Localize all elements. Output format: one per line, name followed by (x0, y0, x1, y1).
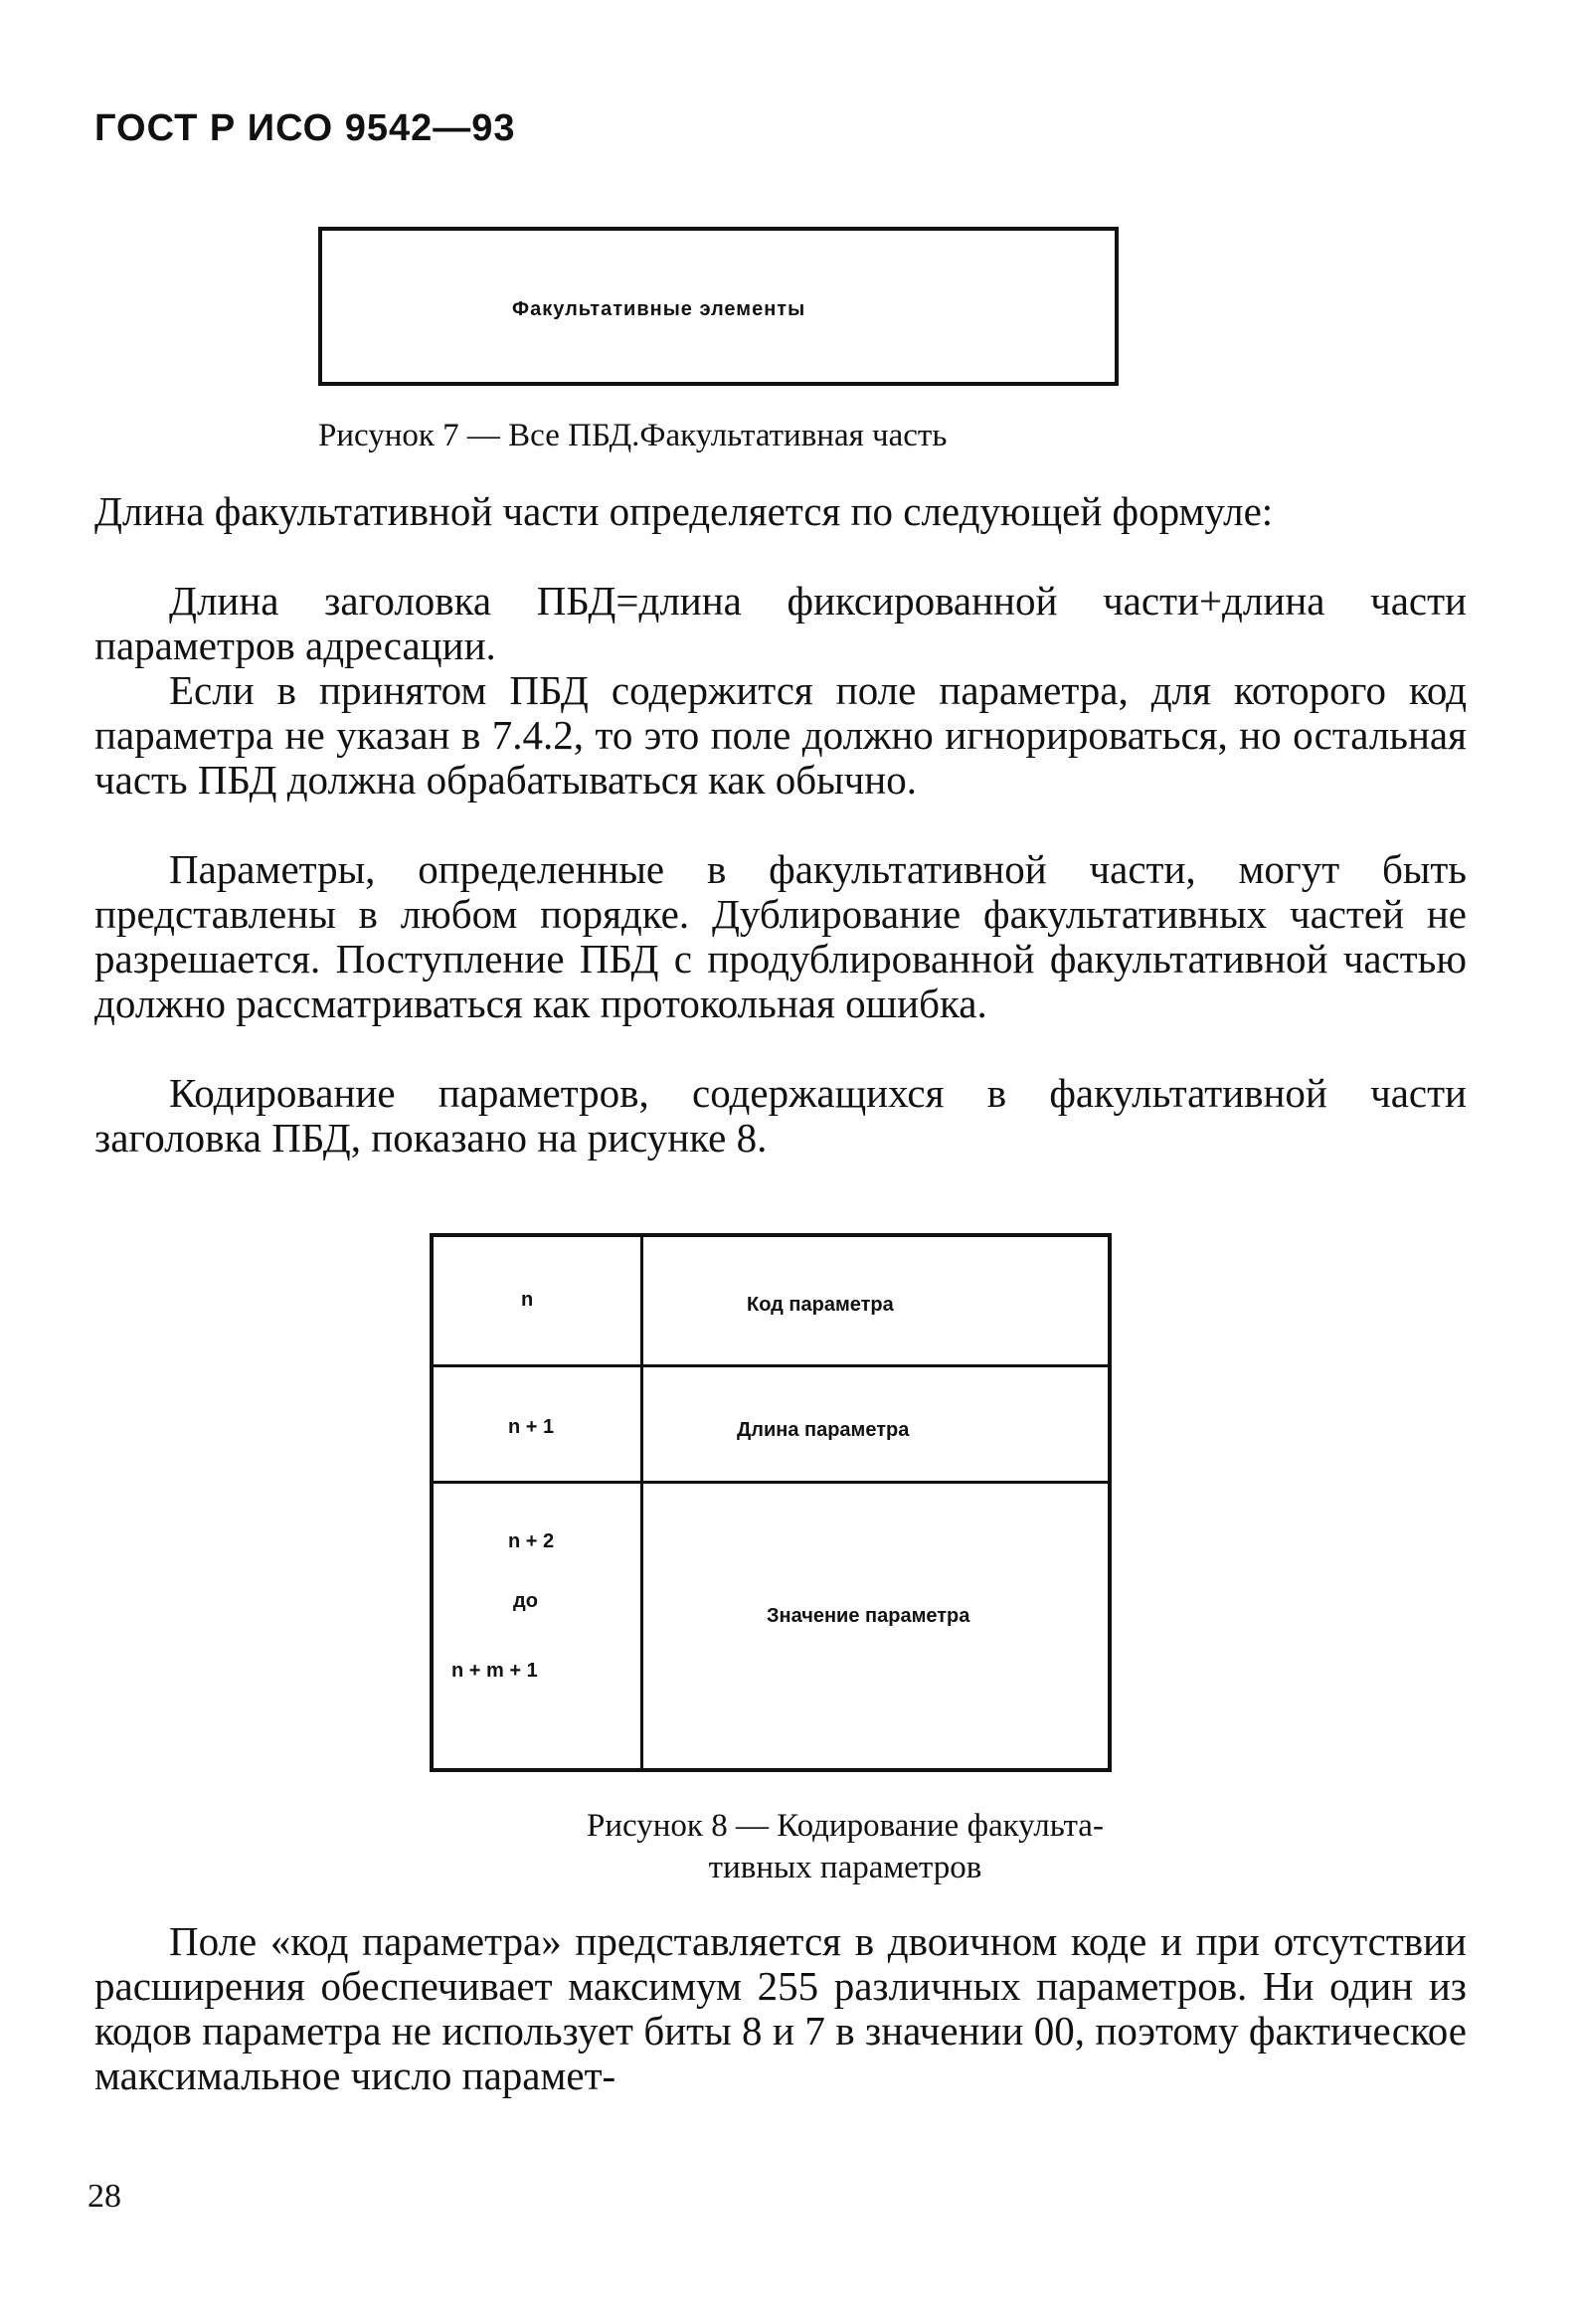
paragraph-length-formula: Длина факультативной части определяется по следующей формуле: (94, 488, 1274, 534)
octet-n: n (521, 1289, 534, 1311)
document-header: ГОСТ Р ИСО 9542—93 (94, 107, 516, 149)
column-divider (640, 1237, 643, 1768)
paragraph-coding-reference: Кодирование параметров, содержащихся в факультативной части заголовка ПБД, показано на рисунке 8. (94, 1070, 1467, 1161)
octet-to: до (513, 1590, 538, 1612)
paragraph-parameter-code: Поле «код параметра» представляется в двоичном коде и при отсутствии расширения обеспечивает максимум 255 различных параметров. Ни один из кодов параметра не использует биты 8 и 7 в значении 00, поэтому фактическое максимальное число парамет- (94, 1918, 1467, 2098)
octet-n-plus-2: n + 2 (508, 1530, 555, 1552)
figure-8-caption-line-1: Рисунок 8 — Кодирование факульта- (587, 1808, 1104, 1844)
parameter-code-field: Код параметра (747, 1294, 894, 1316)
row-divider (434, 1364, 1108, 1367)
figure-7-caption: Рисунок 7 — Все ПБД.Факультативная часть (318, 418, 948, 453)
figure-8-caption (438, 1805, 1253, 1888)
parameter-length-field: Длина параметра (737, 1419, 910, 1441)
paragraph-header-length: Длина заголовка ПБД=длина фиксированной части+длина части параметров адресации. (94, 578, 1467, 668)
octet-n-plus-m-plus-1: n + m + 1 (451, 1660, 538, 1682)
optional-elements-label: Факультативные элементы (512, 298, 806, 320)
parameter-coding-figure (430, 1233, 1112, 1772)
octet-n-plus-1: n + 1 (508, 1416, 555, 1438)
row-divider (434, 1481, 1108, 1484)
paragraph-unknown-parameter: Если в принятом ПБД содержится поле параметра, для которого код параметра не указан в 7.4.2, то это поле должно игнорироваться, но остальная часть ПБД должна обрабатываться как обычно. (94, 667, 1467, 803)
page-number: 28 (88, 2178, 121, 2215)
figure-8-caption-line-2: тивных параметров (708, 1850, 982, 1885)
parameter-value-field: Значение параметра (767, 1605, 970, 1627)
paragraph-parameter-order: Параметры, определенные в факультативной части, могут быть представлены в любом порядке. Дублирование факультативных частей не разрешается. Поступление ПБД с продублированной факультативной частью должно рассматриваться как протокольная ошибка. (94, 846, 1467, 1026)
